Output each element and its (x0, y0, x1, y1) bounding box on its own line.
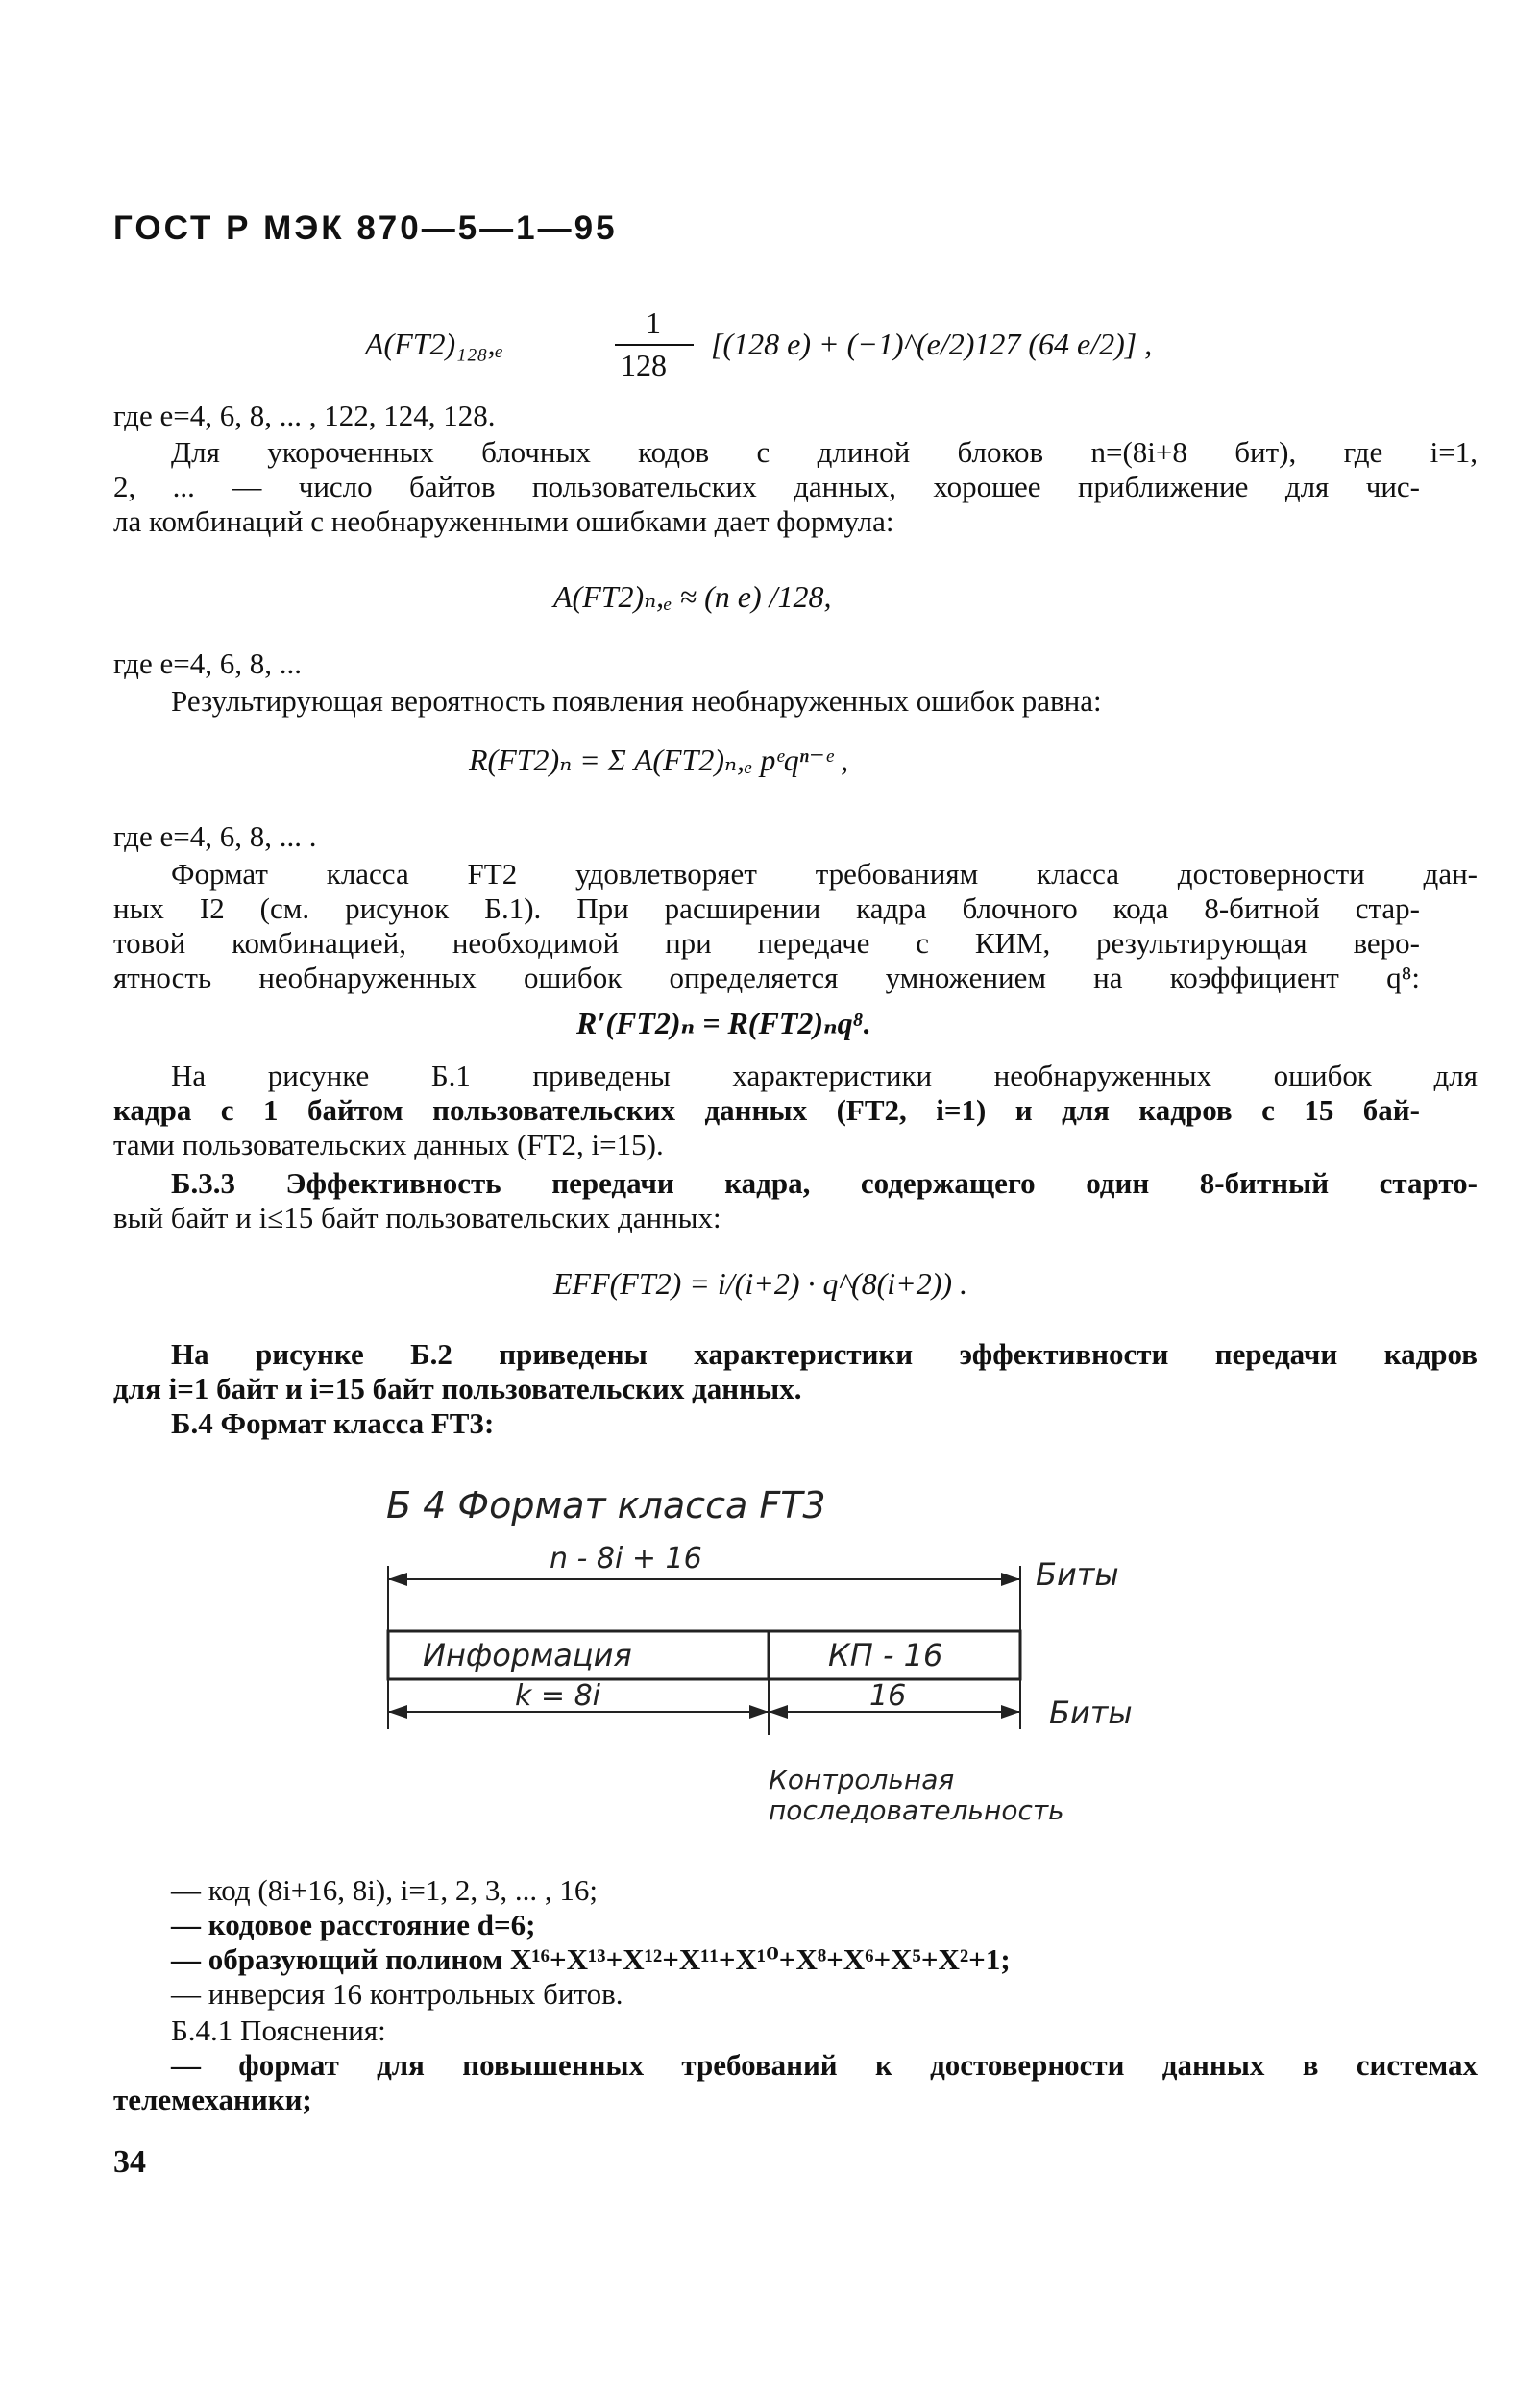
diagram-bottom-dimension-left: k = 8i (515, 1679, 601, 1713)
where-clause-1: где e=4, 6, 8, ... , 122, 124, 128. (113, 399, 496, 432)
diagram-top-dimension: n - 8i + 16 (550, 1542, 702, 1575)
formula-5: EFF(FT2) = i/(i+2) · q^(8(i+2)) . (553, 1266, 968, 1301)
diagram-top-unit: Биты (1036, 1556, 1119, 1593)
paragraph-4-line-1: На рисунке Б.1 приведены характеристики необнаруженных ошибок для (171, 1059, 1478, 1092)
paragraph-5-line-1: Б.3.3 Эффективность передачи кадра, содержащего один 8-битный старто- (171, 1166, 1478, 1200)
paragraph-6-line-2: для i=1 байт и i=15 байт пользовательских данных. (113, 1372, 802, 1405)
paragraph-3-line-2: ных I2 (см. рисунок Б.1). При расширении кадра блочного кода 8-битной стар- (113, 891, 1420, 925)
diagram-bottom-unit: Биты (1049, 1695, 1133, 1731)
paragraph-1-line-3: ла комбинаций с необнаруженными ошибками дает формула: (113, 504, 894, 538)
list-item-polynomial: — образующий полином X¹⁶+X¹³+X¹²+X¹¹+X¹⁰+X⁸+X⁶+X⁵+X²+1; (171, 1942, 1011, 1976)
section-title-b4: Б.4 Формат класса FT3: (171, 1406, 495, 1440)
document-header: ГОСТ Р МЭК 870—5—1—95 (113, 209, 618, 247)
formula-3: R(FT2)ₙ = Σ A(FT2)ₙ,ₑ pᵉqⁿ⁻ᵉ , (469, 743, 849, 777)
diagram-note-line-1: Контрольная (769, 1764, 955, 1795)
paragraph-5-line-2: вый байт и i≤15 байт пользовательских данных: (113, 1201, 721, 1234)
page-number: 34 (113, 2144, 146, 2180)
diagram-caption: Б 4 Формат класса FT3 (386, 1484, 826, 1526)
fraction-bar (615, 344, 694, 346)
explanation-title: Б.4.1 Пояснения: (171, 2014, 386, 2047)
arrowhead-left (388, 1573, 407, 1586)
formula-1-numerator: 1 (646, 305, 661, 340)
paragraph-3-line-3: товой комбинацией, необходимой при передаче с КИМ, результирующая веро- (113, 926, 1420, 960)
list-item-distance: — кодовое расстояние d=6; (171, 1908, 536, 1941)
frame-cell-information: Информация (423, 1637, 632, 1673)
paragraph-3-line-4: ятность необнаруженных ошибок определяется умножением на коэффициент q⁸: (113, 961, 1420, 994)
formula-4: R′(FT2)ₙ = R(FT2)ₙq⁸. (576, 1006, 871, 1040)
diagram-note-line-2: последовательность (769, 1794, 1064, 1826)
formula-1-denominator: 128 (621, 348, 667, 382)
formula-1-left: A(FT2)₁₂₈,ₑ (365, 327, 503, 361)
paragraph-1-line-2: 2, ... — число байтов пользовательских данных, хорошее приближение для чис- (113, 470, 1420, 503)
paragraph-1-line-1: Для укороченных блочных кодов с длиной блоков n=(8i+8 бит), где i=1, (171, 435, 1478, 469)
formula-2: A(FT2)ₙ,ₑ ≈ (n e) /128, (553, 579, 832, 614)
list-item-code: — код (8i+16, 8i), i=1, 2, 3, ... , 16; (171, 1873, 598, 1907)
arrowhead-right (1001, 1573, 1020, 1586)
explanation-line-1: — формат для повышенных требований к достоверности данных в системах (171, 2048, 1478, 2082)
paragraph-6-line-1: На рисунке Б.2 приведены характеристики эффективности передачи кадров (171, 1337, 1478, 1371)
paragraph-4-line-3: тами пользовательских данных (FT2, i=15). (113, 1128, 664, 1161)
formula-1-right: [(128 e) + (−1)^(e/2)127 (64 e/2)] , (711, 327, 1153, 361)
paragraph-2: Результирующая вероятность появления необнаруженных ошибок равна: (171, 684, 1102, 718)
paragraph-4-line-2: кадра с 1 байтом пользовательских данных (FT2, i=1) и для кадров с 15 бай- (113, 1093, 1420, 1127)
explanation-line-2: телемеханики; (113, 2083, 312, 2116)
diagram-bottom-dimension-right: 16 (869, 1679, 907, 1713)
frame-cell-crc: КП - 16 (828, 1637, 943, 1673)
paragraph-3-line-1: Формат класса FT2 удовлетворяет требованиям класса достоверности дан- (171, 857, 1478, 891)
where-clause-2: где e=4, 6, 8, ... (113, 647, 302, 680)
list-item-inversion: — инверсия 16 контрольных битов. (171, 1977, 623, 2011)
where-clause-3: где e=4, 6, 8, ... . (113, 819, 317, 853)
